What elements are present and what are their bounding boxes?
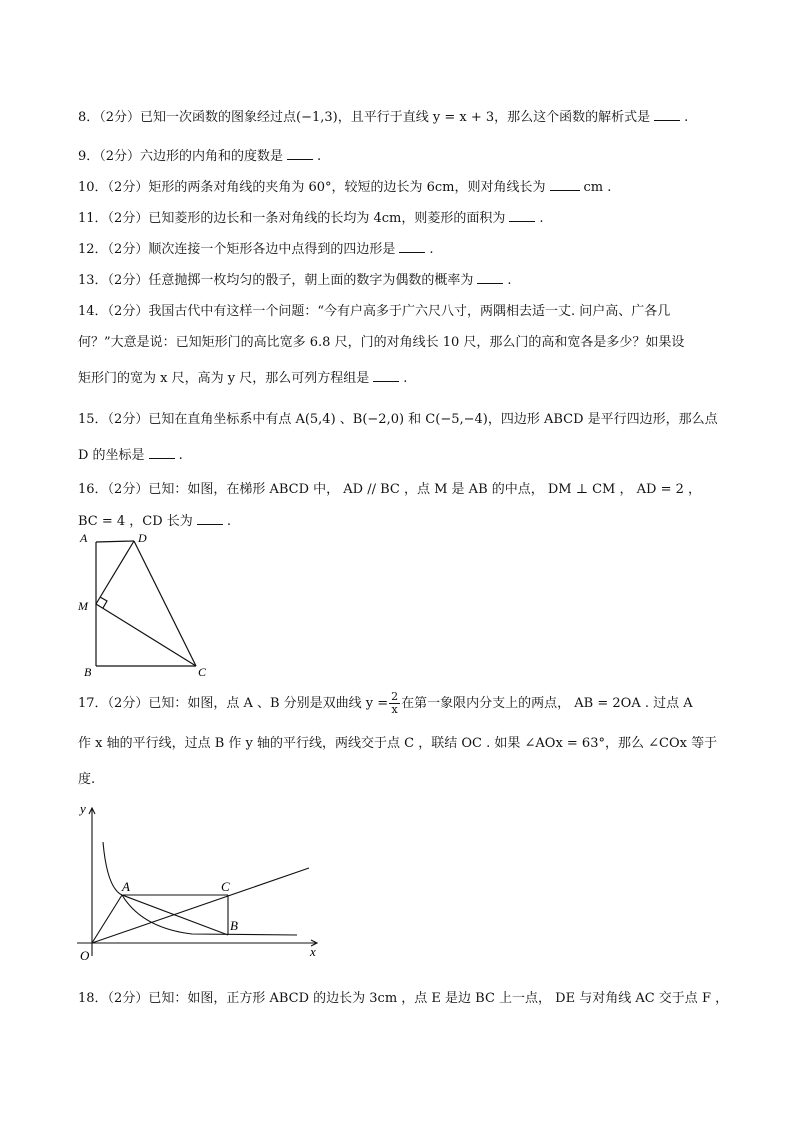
q12-text: 12．（2分）顺次连接一个矩形各边中点得到的四边形是 xyxy=(78,242,396,257)
question-14-line-1: 14．（2分）我国古代中有这样一个问题：“今有户高多于广六尺八寸，两隅相去适一丈. 问户高、广各几 xyxy=(78,304,671,319)
q8-text: 8．（2分）已知一次函数的图象经过点(−1,3)，且平行于直线 y = x + 3，那么这个函数的解析式是 xyxy=(78,110,651,125)
question-16-line-2 xyxy=(78,510,231,529)
question-14-line-3 xyxy=(78,367,407,386)
q14-text: 矩形门的宽为 x 尺，高为 y 尺，那么可列方程组是 xyxy=(78,371,370,386)
side-ad xyxy=(96,541,134,542)
hyperbola-curve xyxy=(103,842,297,935)
fraction-numerator: 2 xyxy=(391,690,399,703)
question-10 xyxy=(78,176,611,195)
label-a: A xyxy=(80,531,88,545)
q17-text-a: 17．（2分）已知：如图，点 A 、B 分别是双曲线 y = xyxy=(78,696,389,711)
label-b: B xyxy=(230,918,238,933)
right-angle-mark xyxy=(100,597,107,608)
q16-text: BC = 4 ，CD 长为 xyxy=(78,514,193,529)
answer-blank[interactable] xyxy=(509,211,535,222)
hyperbola-figure xyxy=(72,798,332,968)
q17-text-b: 在第一象限内分支上的两点， AB = 2OA . 过点 A xyxy=(401,696,693,711)
q16-end: . xyxy=(226,514,231,529)
question-15-line-2 xyxy=(78,444,183,463)
q15-text: D 的坐标是 xyxy=(78,448,145,463)
question-18-line-1: 18．（2分）已知：如图，正方形 ABCD 的边长为 3cm ，点 E 是边 BC 上一点， DE 与对角线 AC 交于点 F ， xyxy=(78,991,729,1006)
q12-end: . xyxy=(429,242,434,257)
label-c: C xyxy=(221,879,230,894)
q14-end: . xyxy=(403,371,408,386)
question-9 xyxy=(78,145,321,164)
fraction xyxy=(389,691,400,716)
label-c: C xyxy=(198,665,207,679)
q13-text: 13．（2分）任意抛掷一枚均匀的骰子，朝上面的数字为偶数的概率为 xyxy=(78,273,474,288)
answer-blank[interactable] xyxy=(373,371,399,382)
question-17-line-3: 度. xyxy=(78,772,96,787)
q9-end: . xyxy=(317,149,322,164)
q11-text: 11．（2分）已知菱形的边长和一条对角线的长均为 4cm，则菱形的面积为 xyxy=(78,211,506,226)
answer-blank[interactable] xyxy=(550,180,580,191)
question-8 xyxy=(78,106,688,125)
answer-blank[interactable] xyxy=(654,110,680,121)
label-d: D xyxy=(138,531,147,545)
question-13 xyxy=(78,269,511,288)
answer-blank[interactable] xyxy=(477,273,503,284)
question-16-line-1: 16．（2分）已知：如图，在梯形 ABCD 中， AD // BC ，点 M 是 AB 的中点， DM ⊥ CM ， AD = 2 ， xyxy=(78,482,702,497)
q13-end: . xyxy=(507,273,512,288)
question-17-line-2: 作 x 轴的平行线，过点 B 作 y 轴的平行线，两线交于点 C ，联结 OC . 如果 ∠AOx = 63°，那么 ∠COx 等于 xyxy=(78,736,718,751)
q9-text: 9．（2分）六边形的内角和的度数是 xyxy=(78,149,284,164)
question-15-line-1: 15．（2分）已知在直角坐标系中有点 A(5,4) 、B(−2,0) 和 C(−5,−4)，四边形 ABCD 是平行四边形，那么点 xyxy=(78,412,718,427)
segment-md xyxy=(96,541,134,604)
label-x: x xyxy=(310,944,316,959)
label-m: M xyxy=(78,599,88,613)
q11-end: . xyxy=(539,211,544,226)
question-12 xyxy=(78,238,433,257)
label-o: O xyxy=(80,948,90,963)
answer-blank[interactable] xyxy=(197,514,223,525)
trapezoid-figure xyxy=(72,530,222,680)
q8-end: . xyxy=(684,110,689,125)
segment-oa xyxy=(92,895,122,943)
label-b: B xyxy=(84,665,92,679)
label-y: y xyxy=(80,801,86,816)
q10-end: cm . xyxy=(583,180,612,195)
question-11 xyxy=(78,207,543,226)
q10-text: 10．（2分）矩形的两条对角线的夹角为 60°，较短的边长为 6cm，则对角线长为 xyxy=(78,180,546,195)
question-17-line-1 xyxy=(78,691,693,716)
answer-blank[interactable] xyxy=(399,242,425,253)
fraction-denominator: x xyxy=(391,703,398,716)
question-14-line-2: 何？”大意是说：已知矩形门的高比宽多 6.8 尺，门的对角线长 10 尺，那么门的高和宽各是多少？如果设 xyxy=(78,335,685,350)
label-a: A xyxy=(122,879,130,894)
answer-blank[interactable] xyxy=(287,149,313,160)
q15-end: . xyxy=(178,448,183,463)
answer-blank[interactable] xyxy=(149,448,175,459)
